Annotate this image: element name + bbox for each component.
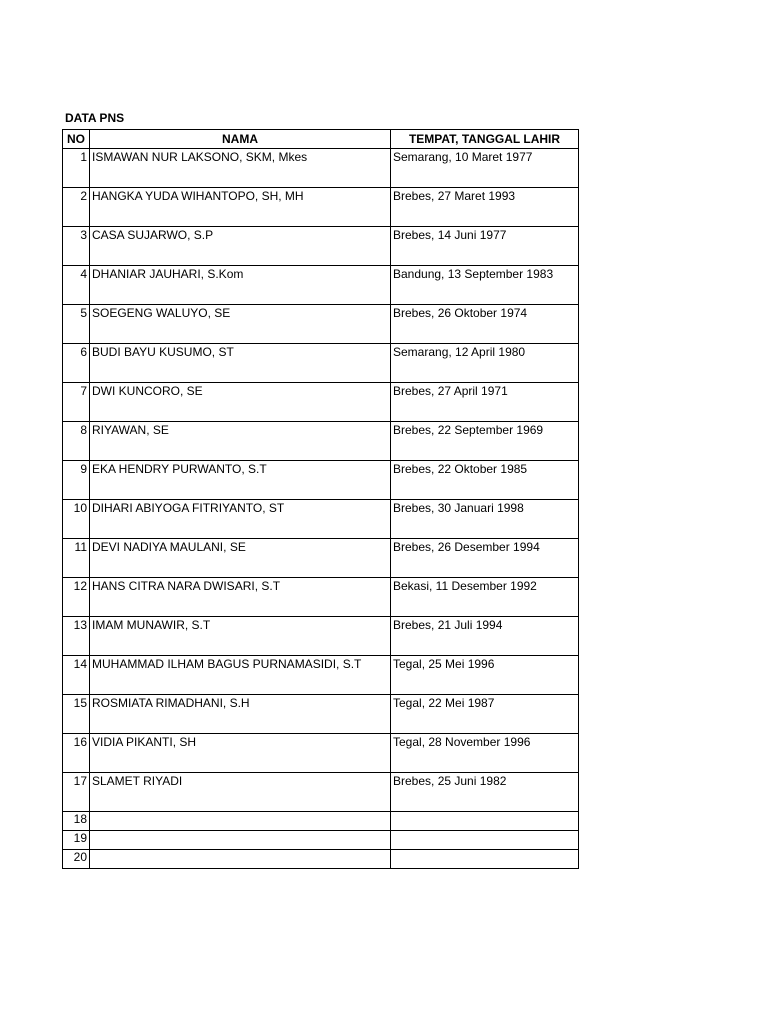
table-row [63, 617, 579, 656]
cell-nama [90, 831, 391, 850]
cell-no: 4 [63, 266, 90, 305]
cell-nama: HANS CITRA NARA DWISARI, S.T [90, 578, 391, 617]
table-row [63, 539, 579, 578]
table-row [63, 773, 579, 812]
table-row [63, 831, 579, 850]
header-ttl: TEMPAT, TANGGAL LAHIR [391, 130, 579, 149]
cell-nama [90, 850, 391, 869]
cell-no: 15 [63, 695, 90, 734]
cell-no: 8 [63, 422, 90, 461]
cell-nama: DWI KUNCORO, SE [90, 383, 391, 422]
cell-ttl: Tegal, 22 Mei 1987 [391, 695, 579, 734]
cell-no: 16 [63, 734, 90, 773]
table-row [63, 266, 579, 305]
cell-no: 11 [63, 539, 90, 578]
cell-no: 1 [63, 149, 90, 188]
table-row [63, 695, 579, 734]
cell-no: 20 [63, 850, 90, 869]
cell-nama: SOEGENG WALUYO, SE [90, 305, 391, 344]
table-row [63, 344, 579, 383]
table-row [63, 305, 579, 344]
cell-no: 5 [63, 305, 90, 344]
cell-nama: DIHARI ABIYOGA FITRIYANTO, ST [90, 500, 391, 539]
cell-ttl: Semarang, 10 Maret 1977 [391, 149, 579, 188]
cell-ttl: Brebes, 26 Desember 1994 [391, 539, 579, 578]
cell-ttl: Brebes, 30 Januari 1998 [391, 500, 579, 539]
cell-no: 19 [63, 831, 90, 850]
cell-ttl: Brebes, 25 Juni 1982 [391, 773, 579, 812]
cell-no: 3 [63, 227, 90, 266]
cell-ttl: Tegal, 28 November 1996 [391, 734, 579, 773]
cell-no: 7 [63, 383, 90, 422]
table-row [63, 422, 579, 461]
page-title: DATA PNS [65, 111, 125, 125]
cell-nama [90, 812, 391, 831]
table-row [63, 461, 579, 500]
table-row [63, 383, 579, 422]
cell-ttl [391, 850, 579, 869]
cell-ttl: Brebes, 14 Juni 1977 [391, 227, 579, 266]
cell-no: 18 [63, 812, 90, 831]
table-row [63, 500, 579, 539]
pns-table [62, 129, 579, 869]
cell-nama: ROSMIATA RIMADHANI, S.H [90, 695, 391, 734]
cell-no: 9 [63, 461, 90, 500]
cell-ttl: Brebes, 22 Oktober 1985 [391, 461, 579, 500]
table-row [63, 578, 579, 617]
cell-ttl: Brebes, 21 Juli 1994 [391, 617, 579, 656]
cell-ttl: Tegal, 25 Mei 1996 [391, 656, 579, 695]
cell-ttl [391, 831, 579, 850]
header-no: NO [63, 130, 90, 149]
cell-nama: SLAMET RIYADI [90, 773, 391, 812]
cell-nama: DEVI NADIYA MAULANI, SE [90, 539, 391, 578]
cell-ttl: Brebes, 22 September 1969 [391, 422, 579, 461]
table-row [63, 227, 579, 266]
cell-ttl: Brebes, 26 Oktober 1974 [391, 305, 579, 344]
header-nama: NAMA [90, 130, 391, 149]
cell-no: 6 [63, 344, 90, 383]
cell-nama: RIYAWAN, SE [90, 422, 391, 461]
cell-ttl [391, 812, 579, 831]
cell-nama: IMAM MUNAWIR, S.T [90, 617, 391, 656]
cell-no: 13 [63, 617, 90, 656]
cell-nama: VIDIA PIKANTI, SH [90, 734, 391, 773]
cell-nama: ISMAWAN NUR LAKSONO, SKM, Mkes [90, 149, 391, 188]
table-row [63, 188, 579, 227]
table-header-row [63, 130, 579, 149]
cell-nama: HANGKA YUDA WIHANTOPO, SH, MH [90, 188, 391, 227]
cell-ttl: Bekasi, 11 Desember 1992 [391, 578, 579, 617]
table-body [63, 149, 579, 869]
cell-ttl: Brebes, 27 Maret 1993 [391, 188, 579, 227]
table-row [63, 149, 579, 188]
table-row [63, 656, 579, 695]
table-row [63, 850, 579, 869]
cell-no: 17 [63, 773, 90, 812]
cell-nama: DHANIAR JAUHARI, S.Kom [90, 266, 391, 305]
cell-no: 12 [63, 578, 90, 617]
cell-no: 2 [63, 188, 90, 227]
cell-no: 14 [63, 656, 90, 695]
cell-nama: EKA HENDRY PURWANTO, S.T [90, 461, 391, 500]
cell-no: 10 [63, 500, 90, 539]
cell-ttl: Bandung, 13 September 1983 [391, 266, 579, 305]
cell-ttl: Semarang, 12 April 1980 [391, 344, 579, 383]
cell-nama: CASA SUJARWO, S.P [90, 227, 391, 266]
cell-nama: MUHAMMAD ILHAM BAGUS PURNAMASIDI, S.T [90, 656, 391, 695]
table-row [63, 734, 579, 773]
cell-ttl: Brebes, 27 April 1971 [391, 383, 579, 422]
table-row [63, 812, 579, 831]
cell-nama: BUDI BAYU KUSUMO, ST [90, 344, 391, 383]
